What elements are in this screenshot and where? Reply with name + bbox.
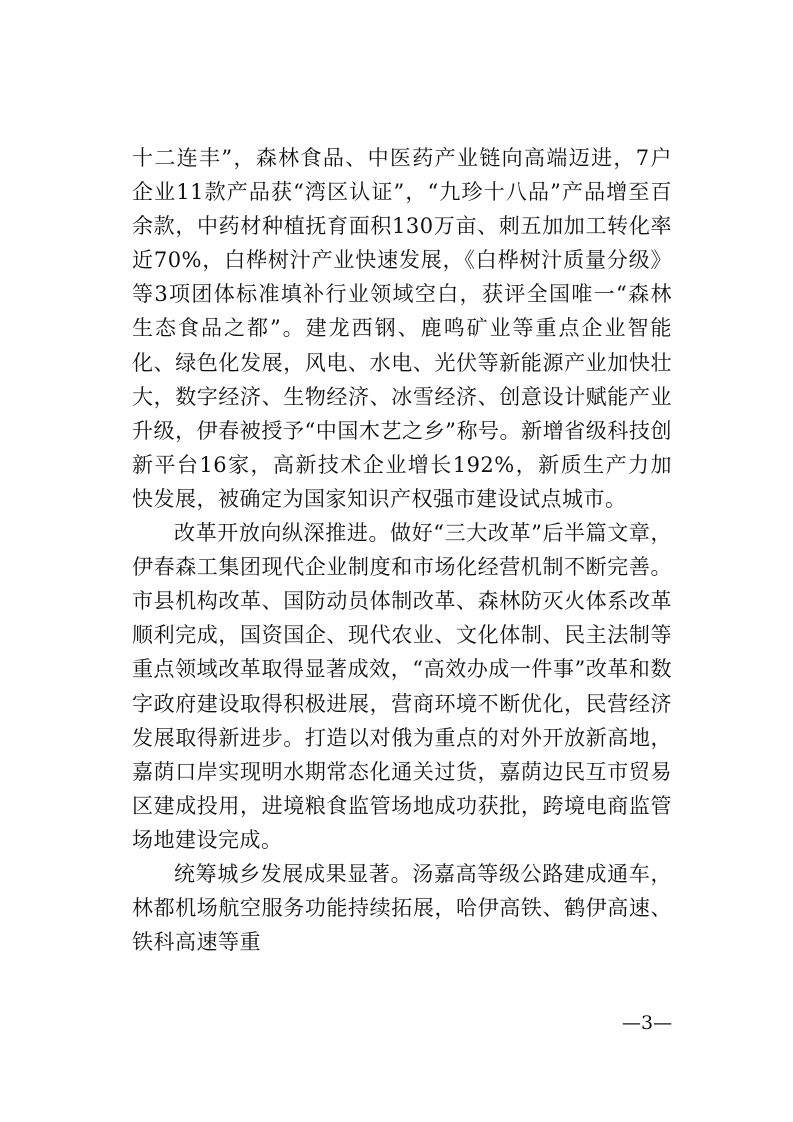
page-number: —3—: [622, 1012, 673, 1034]
paragraph-urban-rural: 统筹城乡发展成果显著。汤嘉高等级公路建成通车，林都机场航空服务功能持续拓展，哈伊高铁、鹤伊高速、铁科高速等重: [132, 861, 672, 955]
body-text: [132, 141, 672, 959]
paragraph-reform-opening: 改革开放向纵深推进。做好“三大改革”后半篇文章，伊春森工集团现代企业制度和市场化经营机制不断完善。市县机构改革、国防动员体制改革、森林防灭火体系改革顺利完成，国资国企、现代农业、文化体制、民主法制等重点领域改革取得显著成效，“高效办成一件事”改革和数字政府建设取得积极进展，营商环境不断优化，民营经济发展取得新进步。打造以对俄为重点的对外开放新高地，嘉荫口岸实现明水期常态化通关过货，嘉荫边民互市贸易区建成投用，进境粮食监管场地成功获批，跨境电商监管场地建设完成。: [132, 521, 672, 852]
paragraph-continuation: 十二连丰”，森林食品、中医药产业链向高端迈进，7户企业11款产品获“湾区认证”，“九珍十八品”产品增至百余款，中药材种植抚育面积130万亩、刺五加加工转化率近70%，白桦树汁产业快速发展，《白桦树汁质量分级》等3项团体标准填补行业领域空白，获评全国唯一“森林生态食品之都”。建龙西钢、鹿鸣矿业等重点企业智能化、绿色化发展，风电、水电、光伏等新能源产业加快壮大，数字经济、生物经济、冰雪经济、创意设计赋能产业升级，伊春被授予“中国木艺之乡”称号。新增省级科技创新平台16家，高新技术企业增长192%，新质生产力加快发展，被确定为国家知识产权强市建设试点城市。: [132, 146, 672, 511]
